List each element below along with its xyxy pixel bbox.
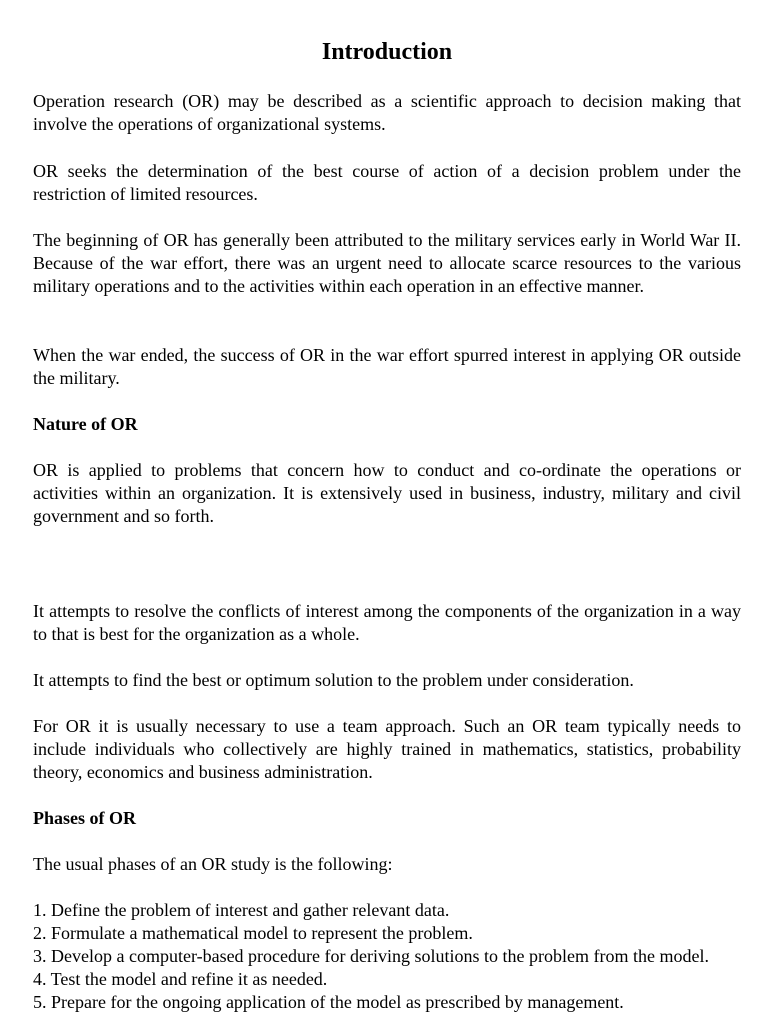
- nature-paragraph-4: For OR it is usually necessary to use a team approach. Such an OR team typically needs to include individuals who collectively are highly trained in mathematics, statistics, probability theory, economics and business administration.: [33, 716, 741, 782]
- intro-paragraph-2: OR seeks the determination of the best course of action of a decision problem under the restriction of limited resources.: [33, 161, 741, 204]
- nature-heading: Nature of OR: [33, 414, 138, 434]
- nature-paragraph-1: OR is applied to problems that concern how to conduct and co-ordinate the operations or activities within an organization. It is extensively used in business, industry, military and civil government and so forth.: [33, 460, 741, 526]
- phases-heading: Phases of OR: [33, 808, 136, 828]
- nature-paragraph-2: It attempts to resolve the conflicts of interest among the components of the organization in a way to that is best for the organization as a whole.: [33, 601, 741, 644]
- list-item: 3. Develop a computer-based procedure for deriving solutions to the problem from the model.: [33, 946, 709, 966]
- phases-intro: The usual phases of an OR study is the following:: [33, 854, 393, 874]
- list-item: 1. Define the problem of interest and gather relevant data.: [33, 900, 450, 920]
- nature-paragraph-3: It attempts to find the best or optimum solution to the problem under consideration.: [33, 670, 634, 690]
- page-title: Introduction: [321, 39, 453, 65]
- list-item: 4. Test the model and refine it as needed.: [33, 969, 328, 989]
- intro-paragraph-4: When the war ended, the success of OR in the war effort spurred interest in applying OR outside the military.: [33, 345, 741, 388]
- list-item: 5. Prepare for the ongoing application of the model as prescribed by management.: [33, 992, 624, 1012]
- phases-list: [33, 899, 741, 1014]
- list-item: 2. Formulate a mathematical model to represent the problem.: [33, 923, 473, 943]
- intro-paragraph-3: The beginning of OR has generally been attributed to the military services early in World War II. Because of the war effort, there was an urgent need to allocate scarce resources to the various military operations and to the activities within each operation in an effective manner.: [33, 230, 741, 296]
- intro-paragraph-1: Operation research (OR) may be described as a scientific approach to decision making that involve the operations of organizational systems.: [33, 91, 741, 134]
